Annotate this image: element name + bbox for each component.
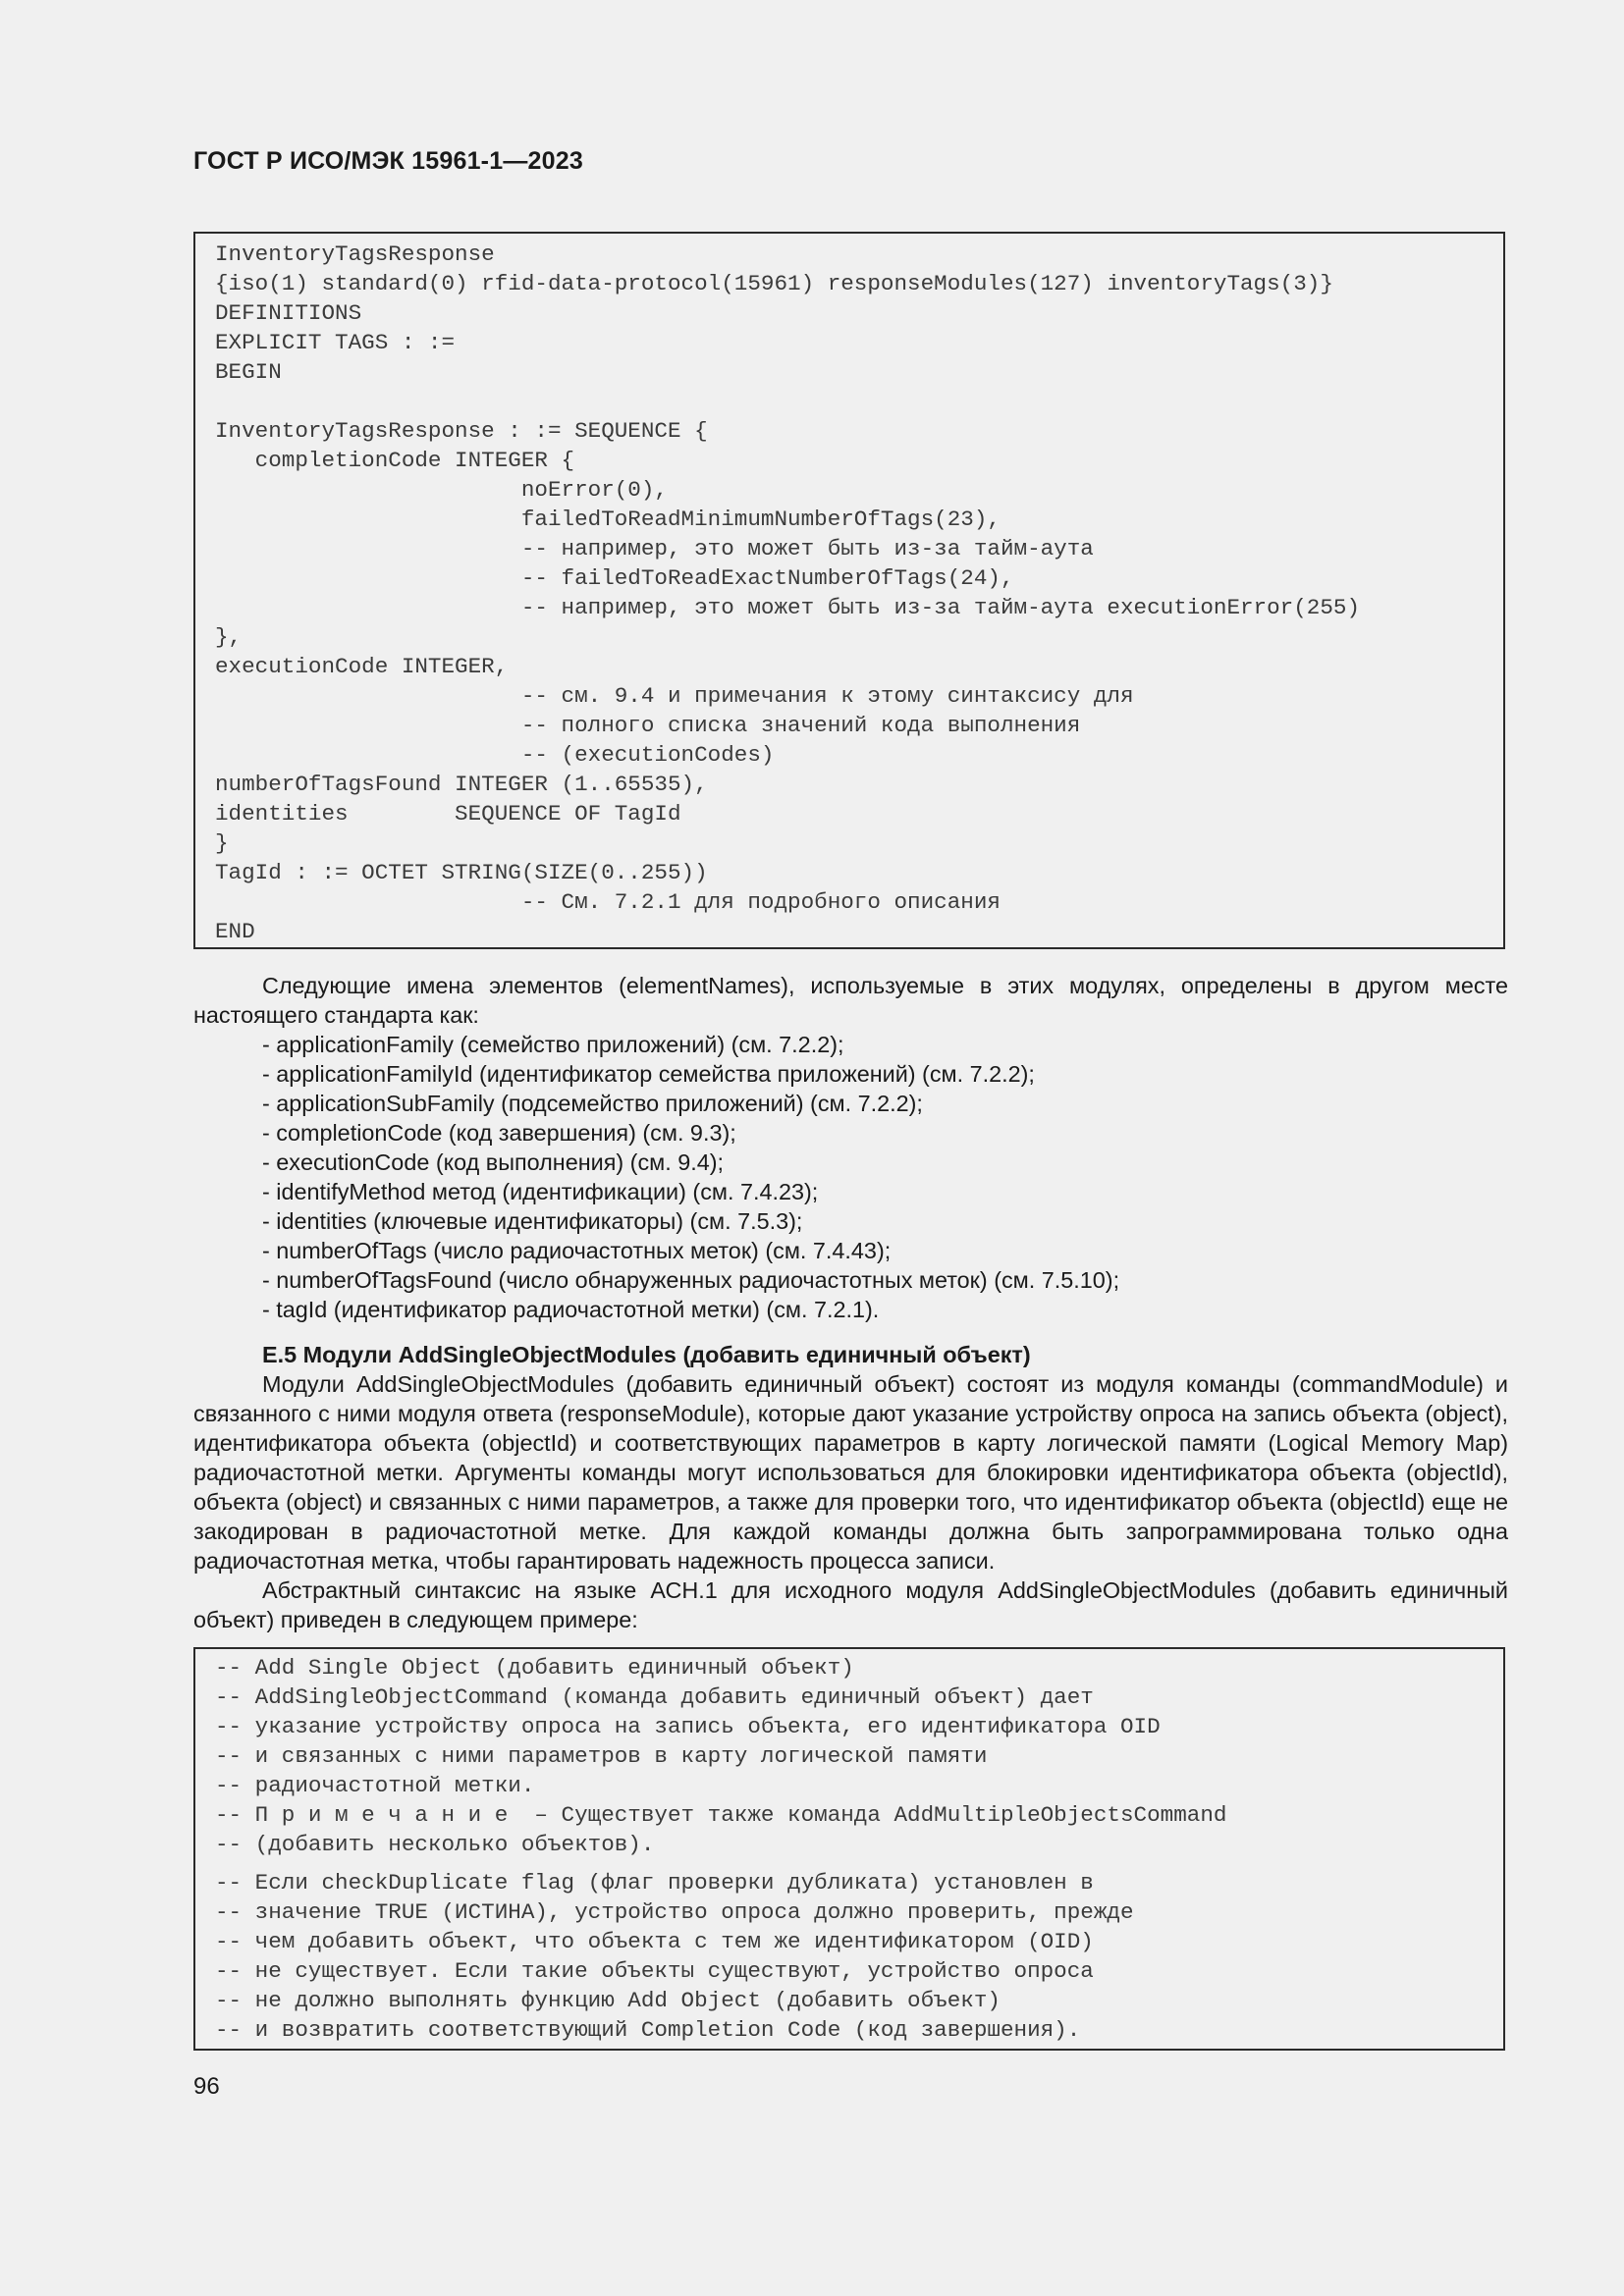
code-line: noError(0), <box>215 477 668 503</box>
code-line: -- см. 9.4 и примечания к этому синтаксису для <box>215 683 1134 709</box>
list-item: - identities (ключевые идентификаторы) (см. 7.5.3); <box>262 1208 803 1234</box>
code-line: }, <box>215 624 243 650</box>
code-block-inventory-tags-response <box>193 232 1505 949</box>
code-line: -- (executionCodes) <box>215 742 775 768</box>
code-comment-block-2 <box>215 1868 1503 2045</box>
code-line: } <box>215 830 229 856</box>
code-line: -- не должно выполнять функцию Add Object (добавить объект) <box>215 1988 1001 2013</box>
list-item: - identifyMethod метод (идентификации) (см. 7.4.23); <box>262 1179 819 1204</box>
list-item: - applicationFamilyId (идентификатор семейства приложений) (см. 7.2.2); <box>262 1061 1035 1087</box>
code-line: {iso(1) standard(0) rfid-data-protocol(15961) responseModules(127) inventoryTags(3)} <box>215 271 1333 296</box>
code-line: END <box>215 919 255 944</box>
code-line: InventoryTagsResponse : := SEQUENCE { <box>215 418 708 444</box>
code-line: identities SEQUENCE OF TagId <box>215 801 681 827</box>
code-line: failedToReadMinimumNumberOfTags(23), <box>215 507 1001 532</box>
code-line: -- чем добавить объект, что объекта с тем же идентификатором (OID) <box>215 1929 1094 1954</box>
code-line: -- не существует. Если такие объекты существуют, устройство опроса <box>215 1958 1094 1984</box>
list-item: - completionCode (код завершения) (см. 9.3); <box>262 1120 736 1146</box>
code-line: -- П р и м е ч а н и е – Существует также команда AddMultipleObjectsCommand <box>215 1802 1227 1828</box>
code-block-add-single-object <box>193 1647 1505 2051</box>
code-line: TagId : := OCTET STRING(SIZE(0..255)) <box>215 860 708 885</box>
code-line: -- указание устройству опроса на запись объекта, его идентификатора OID <box>215 1714 1161 1739</box>
code-line: -- и связанных с ними параметров в карту логической памяти <box>215 1743 988 1769</box>
code-line: executionCode INTEGER, <box>215 654 509 679</box>
section-heading: E.5 Модули AddSingleObjectModules (добавить единичный объект) <box>262 1342 1031 1367</box>
code-line: -- радиочастотной метки. <box>215 1773 535 1798</box>
code-line: -- полного списка значений кода выполнения <box>215 713 1081 738</box>
list-item: - applicationSubFamily (подсемейство приложений) (см. 7.2.2); <box>262 1091 923 1116</box>
code-line: InventoryTagsResponse <box>215 241 495 267</box>
intro-paragraph: Следующие имена элементов (elementNames), используемые в этих модулях, определены в другом месте настоящего стандарта как: <box>193 973 1508 1028</box>
code-line: -- failedToReadExactNumberOfTags(24), <box>215 565 1014 591</box>
code-line: -- например, это может быть из-за тайм-аута <box>215 536 1094 561</box>
code-line: DEFINITIONS <box>215 300 362 326</box>
list-item: - numberOfTagsFound (число обнаруженных радиочастотных меток) (см. 7.5.10); <box>262 1267 1120 1293</box>
list-item: - tagId (идентификатор радиочастотной метки) (см. 7.2.1). <box>262 1297 880 1322</box>
code-line: EXPLICIT TAGS : := <box>215 330 456 355</box>
code-line: -- например, это может быть из-за тайм-аута executionError(255) <box>215 595 1361 620</box>
section-paragraph-1: Модули AddSingleObjectModules (добавить единичный объект) состоят из модуля команды (commandModule) и связанного с ними модуля ответа (responseModule), которые дают указание устройству опроса на запись объекта (object), идентификатора объекта (objectId) и соответствующих параметров в карту логической памяти (Logical Memory Map) радиочастотной метки. Аргументы команды могут использоваться для блокировки идентификатора объекта (objectId), объекта (object) и связанных с ними параметров, а также для проверки того, что идентификатор объекта (objectId) еще не закодирован в радиочастотной метке. Для каждой команды должна быть запрограммирована только одна радиочастотная метка, чтобы гарантировать надежность процесса записи. <box>193 1371 1508 1574</box>
code-line: -- Если checkDuplicate flag (флаг проверки дубликата) установлен в <box>215 1870 1094 1896</box>
code-listing <box>215 240 1503 946</box>
code-line: numberOfTagsFound INTEGER (1..65535), <box>215 772 708 797</box>
list-item: - numberOfTags (число радиочастотных меток) (см. 7.4.43); <box>262 1238 892 1263</box>
section-e5 <box>193 1340 1508 1634</box>
element-names-list <box>193 1030 1508 1324</box>
code-comment-block-1 <box>215 1653 1503 1859</box>
code-line: -- Add Single Object (добавить единичный объект) <box>215 1655 854 1681</box>
code-line: -- AddSingleObjectCommand (команда добавить единичный объект) дает <box>215 1684 1094 1710</box>
page-number: 96 <box>193 2073 220 2100</box>
code-line: completionCode INTEGER { <box>215 448 575 473</box>
code-line: -- (добавить несколько объектов). <box>215 1832 655 1857</box>
element-names-section <box>193 971 1508 1324</box>
document-header: ГОСТ Р ИСО/МЭК 15961-1—2023 <box>193 147 583 175</box>
section-paragraph-2: Абстрактный синтаксис на языке АСН.1 для исходного модуля AddSingleObjectModules (добавить единичный объект) приведен в следующем примере: <box>193 1577 1508 1632</box>
code-line: -- и возвратить соответствующий Completion Code (код завершения). <box>215 2017 1081 2043</box>
code-line: BEGIN <box>215 359 282 385</box>
list-item: - applicationFamily (семейство приложений) (см. 7.2.2); <box>262 1032 844 1057</box>
code-line: -- См. 7.2.1 для подробного описания <box>215 889 1001 915</box>
code-line: -- значение TRUE (ИСТИНА), устройство опроса должно проверить, прежде <box>215 1899 1134 1925</box>
list-item: - executionCode (код выполнения) (см. 9.4); <box>262 1149 725 1175</box>
